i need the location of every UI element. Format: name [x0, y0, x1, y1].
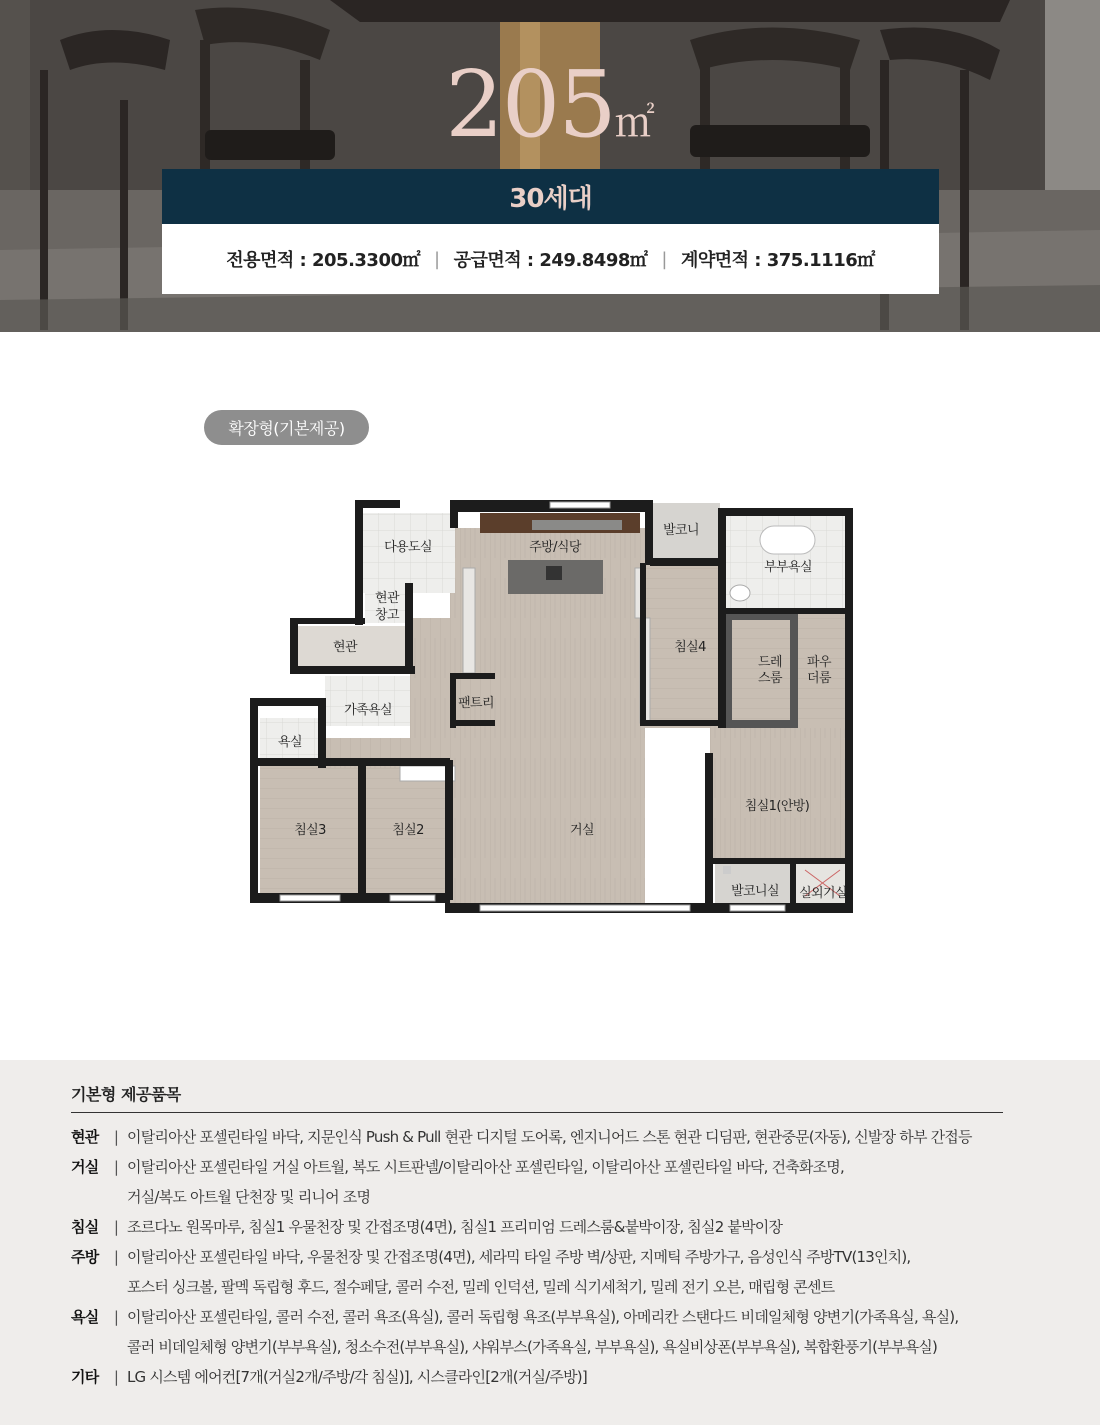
room-label-kitchen: 주방/식당 — [529, 540, 581, 555]
room-label-powder: 파우 — [807, 655, 831, 670]
family-bath-floor — [325, 676, 410, 726]
households-band — [162, 169, 939, 224]
unit-size-number: 205 — [445, 51, 615, 158]
room-label-entry-storage: 현관 — [375, 591, 399, 606]
item-category: 욕실 — [71, 1308, 99, 1326]
supply-area: 공급면적 : 249.8498㎡ — [453, 250, 648, 271]
item-text-continued: 거실/복도 아트월 단천장 및 리니어 조명 — [127, 1188, 371, 1206]
item-category: 주방 — [71, 1248, 99, 1266]
unit-size-unit: ㎡ — [614, 100, 655, 146]
cooktop-icon — [546, 566, 562, 580]
items-title: 기본형 제공품목 — [71, 1085, 181, 1104]
item-text-continued: 포스터 싱크볼, 팔멕 독립형 후드, 절수페달, 콜러 수전, 밀레 인덕션, 밀레 식기세척기, 밀레 전기 오븐, 매립형 콘센트 — [127, 1278, 835, 1296]
contract-area: 계약면적 : 375.1116㎡ — [680, 250, 875, 271]
plan-type-badge[interactable]: 확장형(기본제공) — [204, 410, 369, 445]
room-label-dressroom: 드레 — [758, 655, 782, 670]
item-text: 이탈리아산 포셀린타일 거실 아트월, 복도 시트판넬/이탈리아산 포셀린타일, 이탈리아산 포셀린타일 바닥, 건축화조명, — [127, 1158, 844, 1176]
item-text: 이탈리아산 포셀린타일, 콜러 수전, 콜러 욕조(욕실), 콜러 독립형 욕조(부부욕실), 아메리칸 스탠다드 비데일체형 양변기(가족욕실, 욕실), — [127, 1308, 959, 1326]
divider: | — [113, 1158, 119, 1176]
hero-banner — [0, 0, 1100, 332]
item-text-continued: 콜러 비데일체형 양변기(부부욕실), 청소수전(부부욕실), 샤워부스(가족욕실, 부부욕실), 욕실비상폰(부부욕실), 복합환풍기(부부욕실) — [127, 1338, 938, 1356]
basic-items-section — [0, 1060, 1100, 1425]
item-category: 거실 — [71, 1158, 99, 1176]
divider: | — [113, 1368, 119, 1386]
item-text: 이탈리아산 포셀린타일 바닥, 우물천장 및 간접조명(4면), 세라믹 타일 주방 벽/상판, 지메틱 주방가구, 음성인식 주방TV(13인치), — [127, 1248, 911, 1266]
divider: | — [434, 248, 440, 270]
area-summary — [162, 224, 939, 294]
room-label-bedroom2: 침실2 — [392, 823, 424, 838]
households-count: 30세대 — [509, 184, 592, 214]
room-label-outdoor-unit: 실외기실 — [799, 886, 847, 901]
item-text: LG 시스템 에어컨[7개(거실2개/주방/각 침실)], 시스클라인[2개(거실/주방)] — [127, 1368, 587, 1386]
room-label-master-bath: 부부욕실 — [764, 560, 812, 575]
item-category: 현관 — [71, 1128, 99, 1146]
exclusive-area: 전용면적 : 205.3300㎡ — [226, 250, 421, 271]
divider: | — [661, 248, 667, 270]
item-row-etc — [71, 1362, 587, 1392]
bathtub-icon — [760, 526, 815, 554]
master-bedroom-floor — [710, 723, 845, 863]
item-text: 이탈리아산 포셀린타일 바닥, 지문인식 Push & Pull 현관 디지털 도어록, 엔지니어드 스톤 현관 디딤판, 현관중문(자동), 신발장 하부 간접등 — [127, 1128, 972, 1146]
item-category: 기타 — [71, 1368, 99, 1386]
items-divider — [71, 1112, 1003, 1113]
room-label-bath: 욕실 — [278, 735, 302, 750]
room-label-family-bath: 가족욕실 — [344, 703, 392, 718]
item-row-kitchen — [71, 1242, 910, 1302]
kitchen-tall-cabinet — [463, 568, 475, 673]
unit-size-title — [0, 51, 1100, 173]
balcony-room-item — [723, 866, 731, 874]
room-label-master-bedroom: 침실1(안방) — [744, 799, 810, 814]
item-row-entrance — [71, 1122, 972, 1152]
room-label-balcony: 발코니 — [663, 523, 699, 538]
kitchen-backsplash — [532, 520, 622, 530]
room-label-bedroom3: 침실3 — [294, 823, 326, 838]
corridor-floor — [410, 618, 455, 743]
toilet-icon — [730, 585, 750, 601]
item-row-bedroom — [71, 1212, 782, 1242]
floor-plan — [250, 498, 855, 918]
room-label-utility: 다용도실 — [384, 540, 432, 555]
divider: | — [113, 1308, 119, 1326]
item-row-bathroom — [71, 1302, 958, 1362]
room-label-pantry: 팬트리 — [458, 696, 494, 711]
item-category: 침실 — [71, 1218, 99, 1236]
room-label-living: 거실 — [570, 823, 594, 838]
room-label-balcony-room: 발코니실 — [731, 884, 779, 899]
room-label-entry-storage-2: 창고 — [375, 608, 399, 623]
divider: | — [113, 1218, 119, 1236]
room-label-dressroom-2: 스룸 — [758, 671, 782, 686]
room-label-powder-2: 더룸 — [807, 671, 831, 686]
divider: | — [113, 1248, 119, 1266]
item-row-living — [71, 1152, 844, 1212]
item-text: 조르다노 원목마루, 침실1 우물천장 및 간접조명(4면), 침실1 프리미엄 드레스룸&붙박이장, 침실2 붙박이장 — [127, 1218, 783, 1236]
room-label-bedroom4: 침실4 — [674, 640, 706, 655]
divider: | — [113, 1128, 119, 1146]
room-label-entrance: 현관 — [333, 640, 357, 655]
